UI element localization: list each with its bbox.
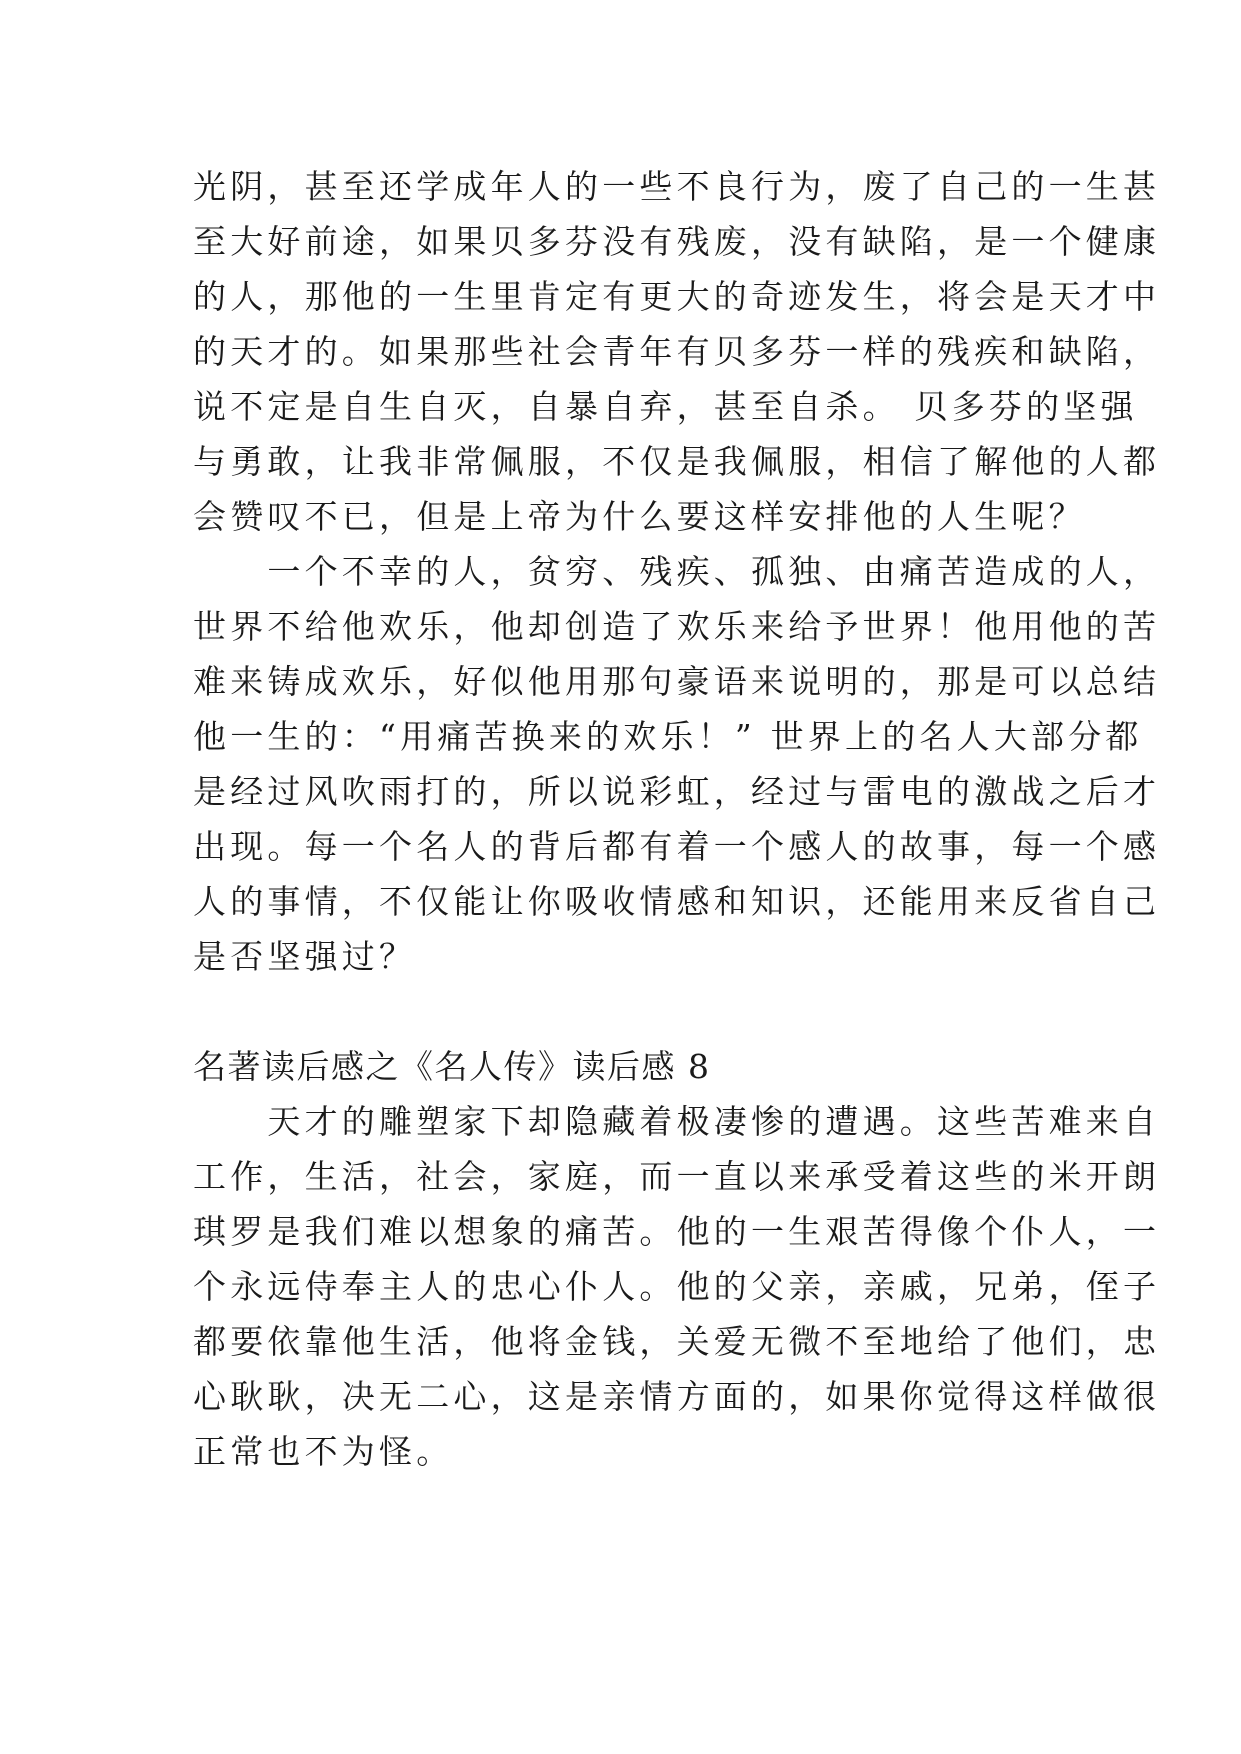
- text-line: 说不定是自生自灭，自暴自弃，甚至自杀。 贝多芬的坚强: [193, 387, 1138, 426]
- text-line: 光阴，甚至还学成年人的一些不良行为，废了自己的一生甚: [193, 167, 1161, 206]
- text-line: 会赞叹不已，但是上帝为什么要这样安排他的人生呢？: [193, 497, 1086, 536]
- text-line: 一个不幸的人，贫穷、残疾、孤独、由痛苦造成的人，: [193, 552, 1161, 591]
- text-line: 的人，那他的一生里肯定有更大的奇迹发生，将会是天才中: [193, 277, 1161, 316]
- text-line: 琪罗是我们难以想象的痛苦。他的一生艰苦得像个仆人，一: [193, 1212, 1161, 1251]
- text-line: 正常也不为怪。: [193, 1432, 454, 1471]
- text-line: 工作，生活，社会，家庭，而一直以来承受着这些的米开朗: [193, 1157, 1161, 1196]
- text-line: 与勇敢，让我非常佩服，不仅是我佩服，相信了解他的人都: [193, 442, 1161, 481]
- text-line: 是否坚强过？: [193, 937, 417, 976]
- text-line: 他一生的：“用痛苦换来的欢乐！” 世界上的名人大部分都: [193, 717, 1143, 756]
- text-line: 都要依靠他生活，他将金钱，关爱无微不至地给了他们，忠: [193, 1322, 1161, 1361]
- text-line: 至大好前途，如果贝多芬没有残废，没有缺陷，是一个健康: [193, 222, 1161, 261]
- text-line: 世界不给他欢乐，他却创造了欢乐来给予世界！他用他的苦: [193, 607, 1161, 646]
- section-heading: 名著读后感之《名人传》读后感 8: [193, 1047, 711, 1086]
- text-line: 心耿耿，决无二心，这是亲情方面的，如果你觉得这样做很: [193, 1377, 1161, 1416]
- text-line: 的天才的。如果那些社会青年有贝多芬一样的残疾和缺陷，: [193, 332, 1161, 371]
- text-line: 是经过风吹雨打的，所以说彩虹，经过与雷电的激战之后才: [193, 772, 1161, 811]
- text-line: 个永远侍奉主人的忠心仆人。他的父亲，亲戚，兄弟，侄子: [193, 1267, 1161, 1306]
- text-line: 人的事情，不仅能让你吸收情感和知识，还能用来反省自己: [193, 882, 1161, 921]
- text-line: 天才的雕塑家下却隐藏着极凄惨的遭遇。这些苦难来自: [193, 1102, 1161, 1141]
- text-line: 难来铸成欢乐，好似他用那句豪语来说明的，那是可以总结: [193, 662, 1161, 701]
- text-line: 出现。每一个名人的背后都有着一个感人的故事，每一个感: [193, 827, 1161, 866]
